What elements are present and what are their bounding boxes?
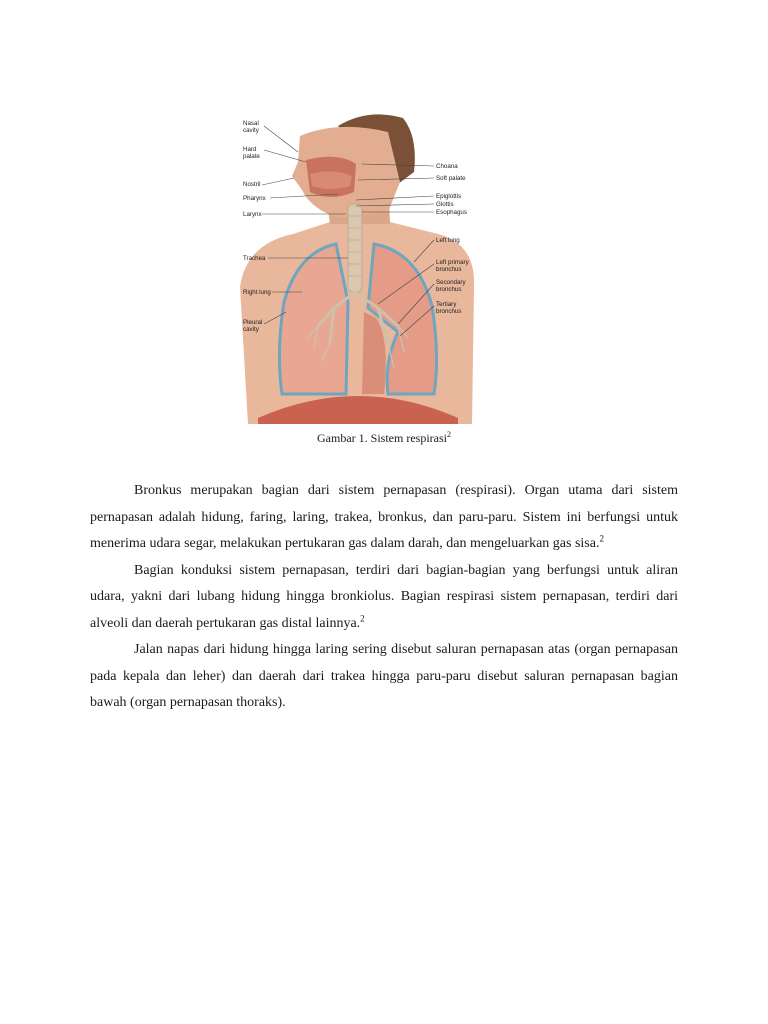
label-pleural: Pleural — [243, 319, 263, 326]
paragraph-3 — [90, 637, 678, 717]
label-soft-palate: Soft palate — [436, 175, 466, 182]
label-tertiary-bronchus: bronchus — [436, 308, 462, 315]
body-text — [90, 478, 678, 717]
label-cavity: cavity — [243, 127, 259, 134]
label-nostril: Nostril — [243, 181, 261, 188]
tongue-shape — [310, 171, 352, 189]
label-larynx: Larynx — [243, 211, 262, 218]
caption-reference: 2 — [446, 430, 451, 439]
label-esophagus: Esophagus — [436, 209, 467, 216]
caption-text: Gambar 1. Sistem respirasi — [317, 431, 447, 445]
label-pharynx: Pharynx — [243, 195, 266, 202]
label-pleural-cavity: cavity — [243, 326, 259, 333]
paragraph-1 — [90, 478, 678, 558]
respiratory-illustration — [238, 112, 500, 424]
label-glottis: Glottis — [436, 201, 454, 208]
paragraph-2 — [90, 558, 678, 638]
label-epiglottis: Epiglottis — [436, 193, 462, 200]
label-palate: palate — [243, 153, 260, 160]
figure-caption — [0, 430, 768, 446]
label-hard: Hard — [243, 146, 257, 153]
respiratory-system-figure — [238, 112, 500, 424]
label-trachea: Trachea — [243, 255, 266, 262]
label-choana: Choana — [436, 163, 458, 170]
paragraph-1-text: Bronkus merupakan bagian dari sistem pernapasan (respirasi). Organ utama dari sistem pernapasan adalah hidung, faring, laring, trakea, bronkus, dan paru-paru. Sistem ini berfungsi untuk menerima udara segar, melakukan pertukaran gas dalam darah, dan mengeluarkan gas sisa. — [90, 483, 678, 551]
label-secondary: Secondary — [436, 279, 466, 286]
trachea-shape — [348, 204, 362, 292]
label-left-primary: Left primary — [436, 259, 469, 266]
paragraph-1-reference: 2 — [599, 533, 604, 544]
paragraph-2-text: Bagian konduksi sistem pernapasan, terdiri dari bagian-bagian yang berfungsi untuk aliran udara, yakni dari lubang hidung hingga bronkiolus. Bagian respirasi sistem pernapasan, terdiri dari alveoli dan daerah pertukaran gas distal lainnya. — [90, 562, 678, 631]
label-left-lung: Left lung — [436, 237, 460, 244]
label-secondary-bronchus: bronchus — [436, 286, 462, 293]
label-left-primary-bronchus: bronchus — [436, 266, 462, 273]
label-nasal: Nasal — [243, 120, 259, 127]
label-right-lung: Right lung — [243, 289, 271, 296]
paragraph-3-text: Jalan napas dari hidung hingga laring sering disebut saluran pernapasan atas (organ pernapasan pada kepala dan leher) dan daerah dari trakea hingga paru-paru disebut saluran pernapasan bagian bawah (organ pernapasan thoraks). — [90, 642, 678, 710]
label-tertiary: Tertiary — [436, 301, 457, 308]
paragraph-2-reference: 2 — [360, 612, 365, 623]
